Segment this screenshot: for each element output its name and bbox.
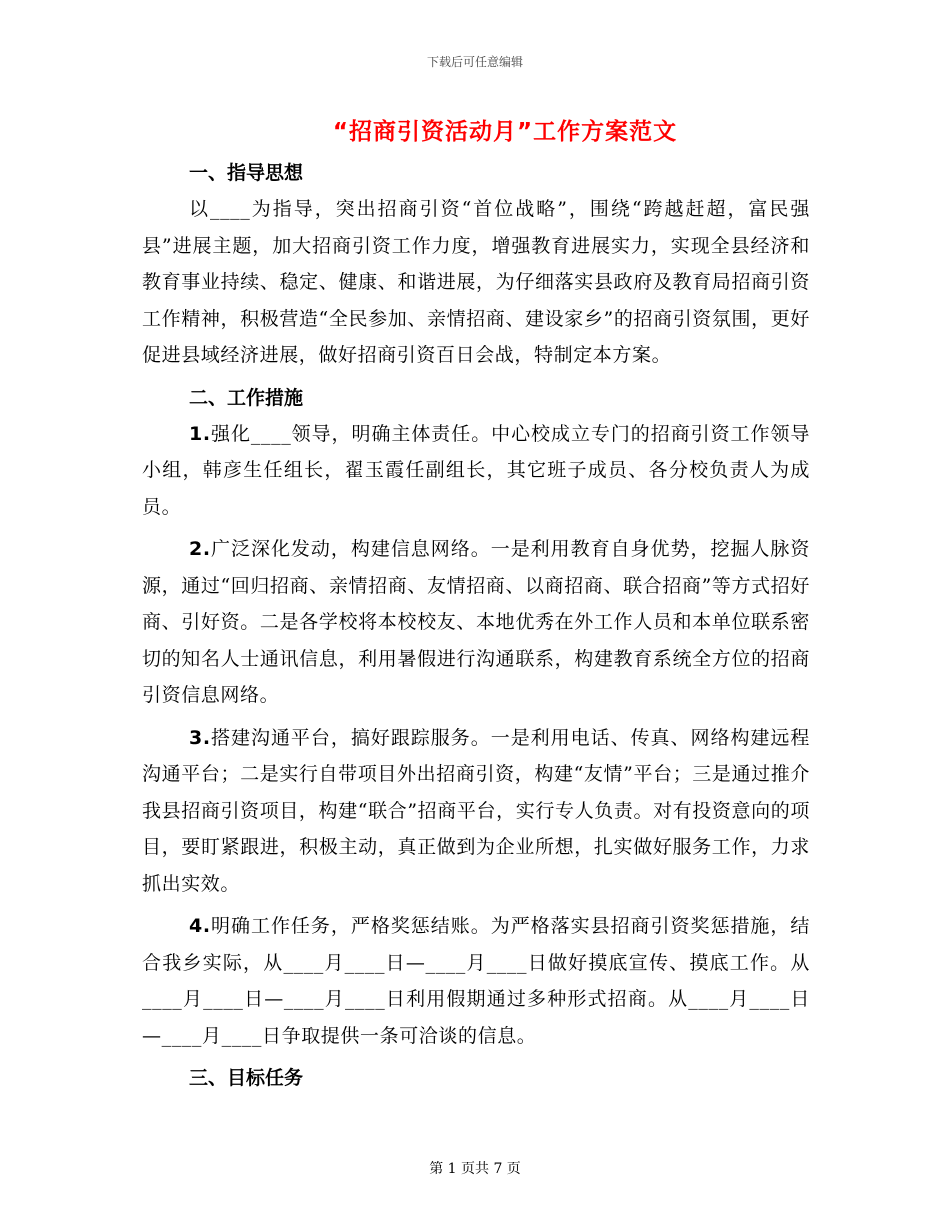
measure-item-4 (142, 908, 810, 1054)
document-body (142, 155, 810, 1096)
section-heading-targets: 三、目标任务 (189, 1067, 304, 1089)
measure-number: 4. (189, 915, 211, 937)
measure-number: 2. (189, 538, 211, 560)
measure-item-1 (142, 416, 810, 526)
section-heading-guiding-ideology: 一、指导思想 (189, 162, 304, 184)
measure-item-2 (142, 531, 810, 714)
measure-number: 3. (189, 726, 211, 749)
measure-item-3 (142, 720, 810, 903)
measure-text: 明确工作任务，严格奖惩结账。为严格落实县招商引资奖惩措施，结合我乡实际，从____月____日—____月____日做好摸底宣传、摸底工作。从____月____日—____月____日利用假期通过多种形式招商。从____月____日—____月____日争取提供一条可洽谈的信息。 (142, 915, 810, 1047)
measure-text: 强化____领导，明确主体责任。中心校成立专门的招商引资工作领导小组，韩彦生任组长，翟玉霞任副组长，其它班子成员、各分校负责人为成员。 (142, 422, 810, 518)
document-title: “招商引资活动月”工作方案范文 (332, 119, 678, 145)
measure-text: 搭建沟通平台，搞好跟踪服务。一是利用电话、传真、网络构建远程沟通平台；二是实行自带项目外出招商引资，构建“友情”平台；三是通过推介我县招商引资项目，构建“联合”招商平台，实行专人负责。对有投资意向的项目，要盯紧跟进，积极主动，真正做到为企业所想，扎实做好服务工作，力求抓出实效。 (142, 726, 810, 895)
page-footer: 第 1 页共 7 页 (429, 1161, 521, 1177)
measure-number: 1. (189, 422, 211, 445)
page-header: 下载后可任意编辑 (426, 55, 523, 69)
section-heading-work-measures: 二、工作措施 (189, 386, 304, 409)
paragraph-guiding-ideology: 以____为指导，突出招商引资“首位战略”，围绕“跨越赶超，富民强县”进展主题，加大招商引资工作力度，增强教育进展实力，实现全县经济和教育事业持续、稳定、健康、和谐进展，为仔细落实县政府及教育局招商引资工作精神，积极营造“全民参加、亲情招商、建设家乡”的招商引资氛围，更好促进县域经济进展，做好招商引资百日会战，特制定本方案。 (142, 198, 810, 366)
measure-text: 广泛深化发动，构建信息网络。一是利用教育自身优势，挖掘人脉资源，通过“回归招商、亲情招商、友情招商、以商招商、联合招商”等方式招好商、引好资。二是各学校将本校校友、本地优秀在外工作人员和本单位联系密切的知名人士通讯信息，利用暑假进行沟通联系，构建教育系统全方位的招商引资信息网络。 (142, 538, 810, 706)
